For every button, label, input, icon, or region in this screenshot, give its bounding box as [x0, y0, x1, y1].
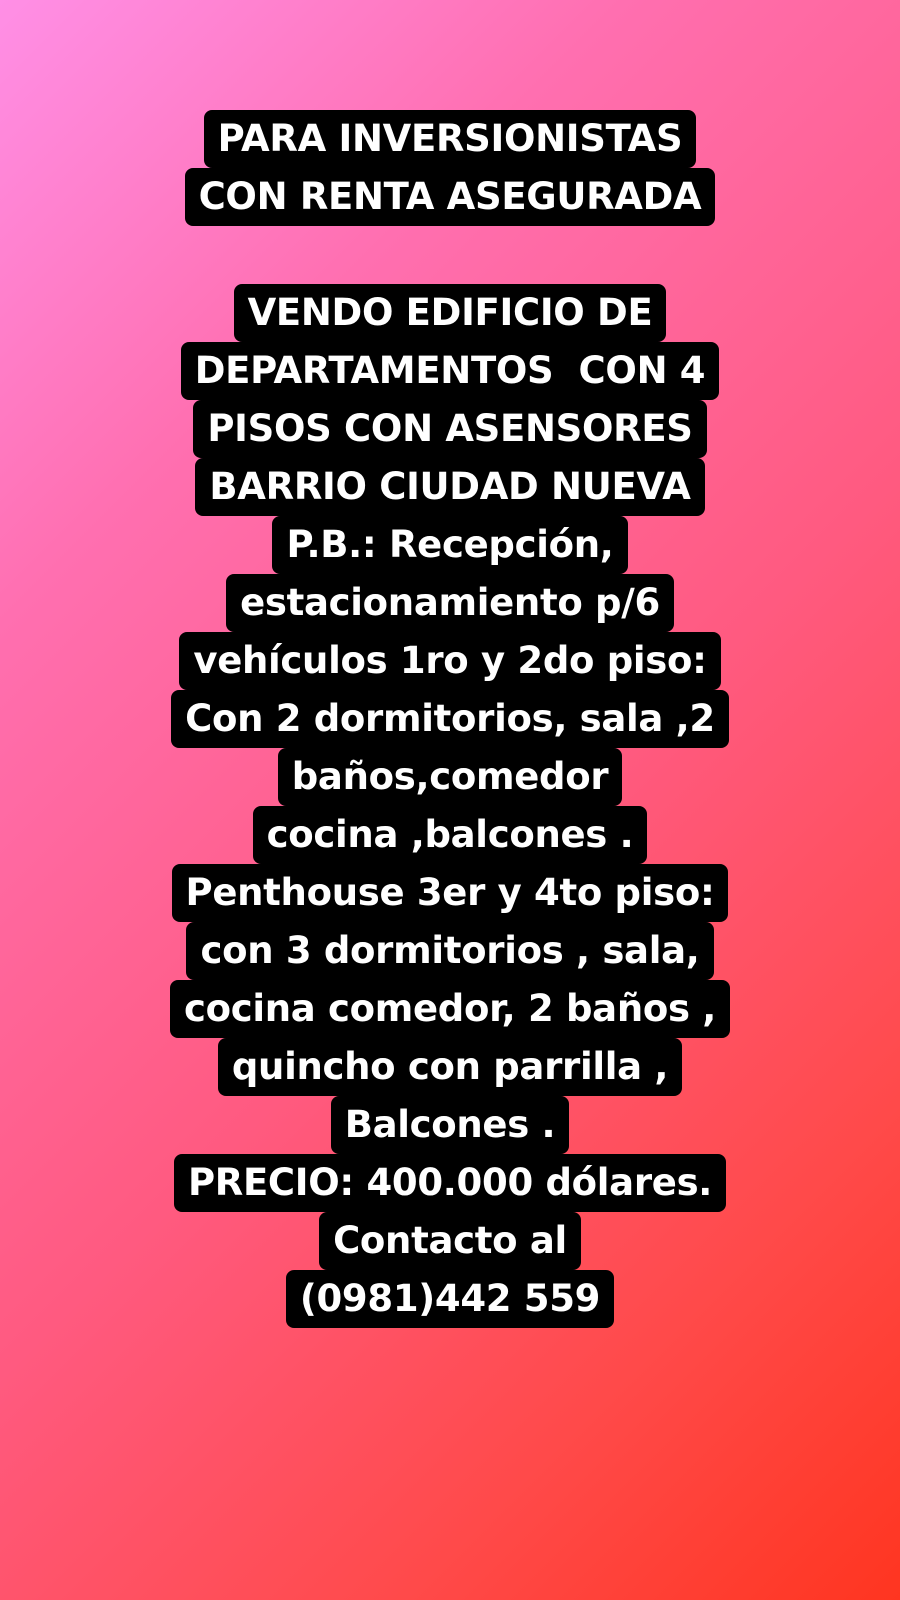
description-line: P.B.: Recepción,: [272, 516, 627, 574]
headline-block: [0, 110, 900, 226]
description-line: estacionamiento p/6: [226, 574, 674, 632]
description-line: baños,comedor: [278, 748, 623, 806]
price-line: PRECIO: 400.000 dólares.: [174, 1154, 726, 1212]
description-line: vehículos 1ro y 2do piso:: [179, 632, 720, 690]
contact-phone-line: (0981)442 559: [286, 1270, 614, 1328]
description-line: PISOS CON ASENSORES: [193, 400, 706, 458]
description-line: con 3 dormitorios , sala,: [186, 922, 713, 980]
description-line: cocina ,balcones .: [253, 806, 648, 864]
description-line: DEPARTAMENTOS CON 4: [181, 342, 720, 400]
description-line: Con 2 dormitorios, sala ,2: [171, 690, 729, 748]
description-line: quincho con parrilla ,: [218, 1038, 682, 1096]
description-line: Penthouse 3er y 4to piso:: [172, 864, 729, 922]
description-line: cocina comedor, 2 baños ,: [170, 980, 730, 1038]
contact-label-line: Contacto al: [319, 1212, 581, 1270]
headline-line: CON RENTA ASEGURADA: [185, 168, 716, 226]
description-line: Balcones .: [331, 1096, 570, 1154]
spacer: [0, 226, 900, 284]
story-text-overlay: [0, 110, 900, 1328]
listing-description-block: [0, 284, 900, 1328]
description-line: VENDO EDIFICIO DE: [234, 284, 667, 342]
description-line: BARRIO CIUDAD NUEVA: [195, 458, 704, 516]
headline-line: PARA INVERSIONISTAS: [204, 110, 697, 168]
